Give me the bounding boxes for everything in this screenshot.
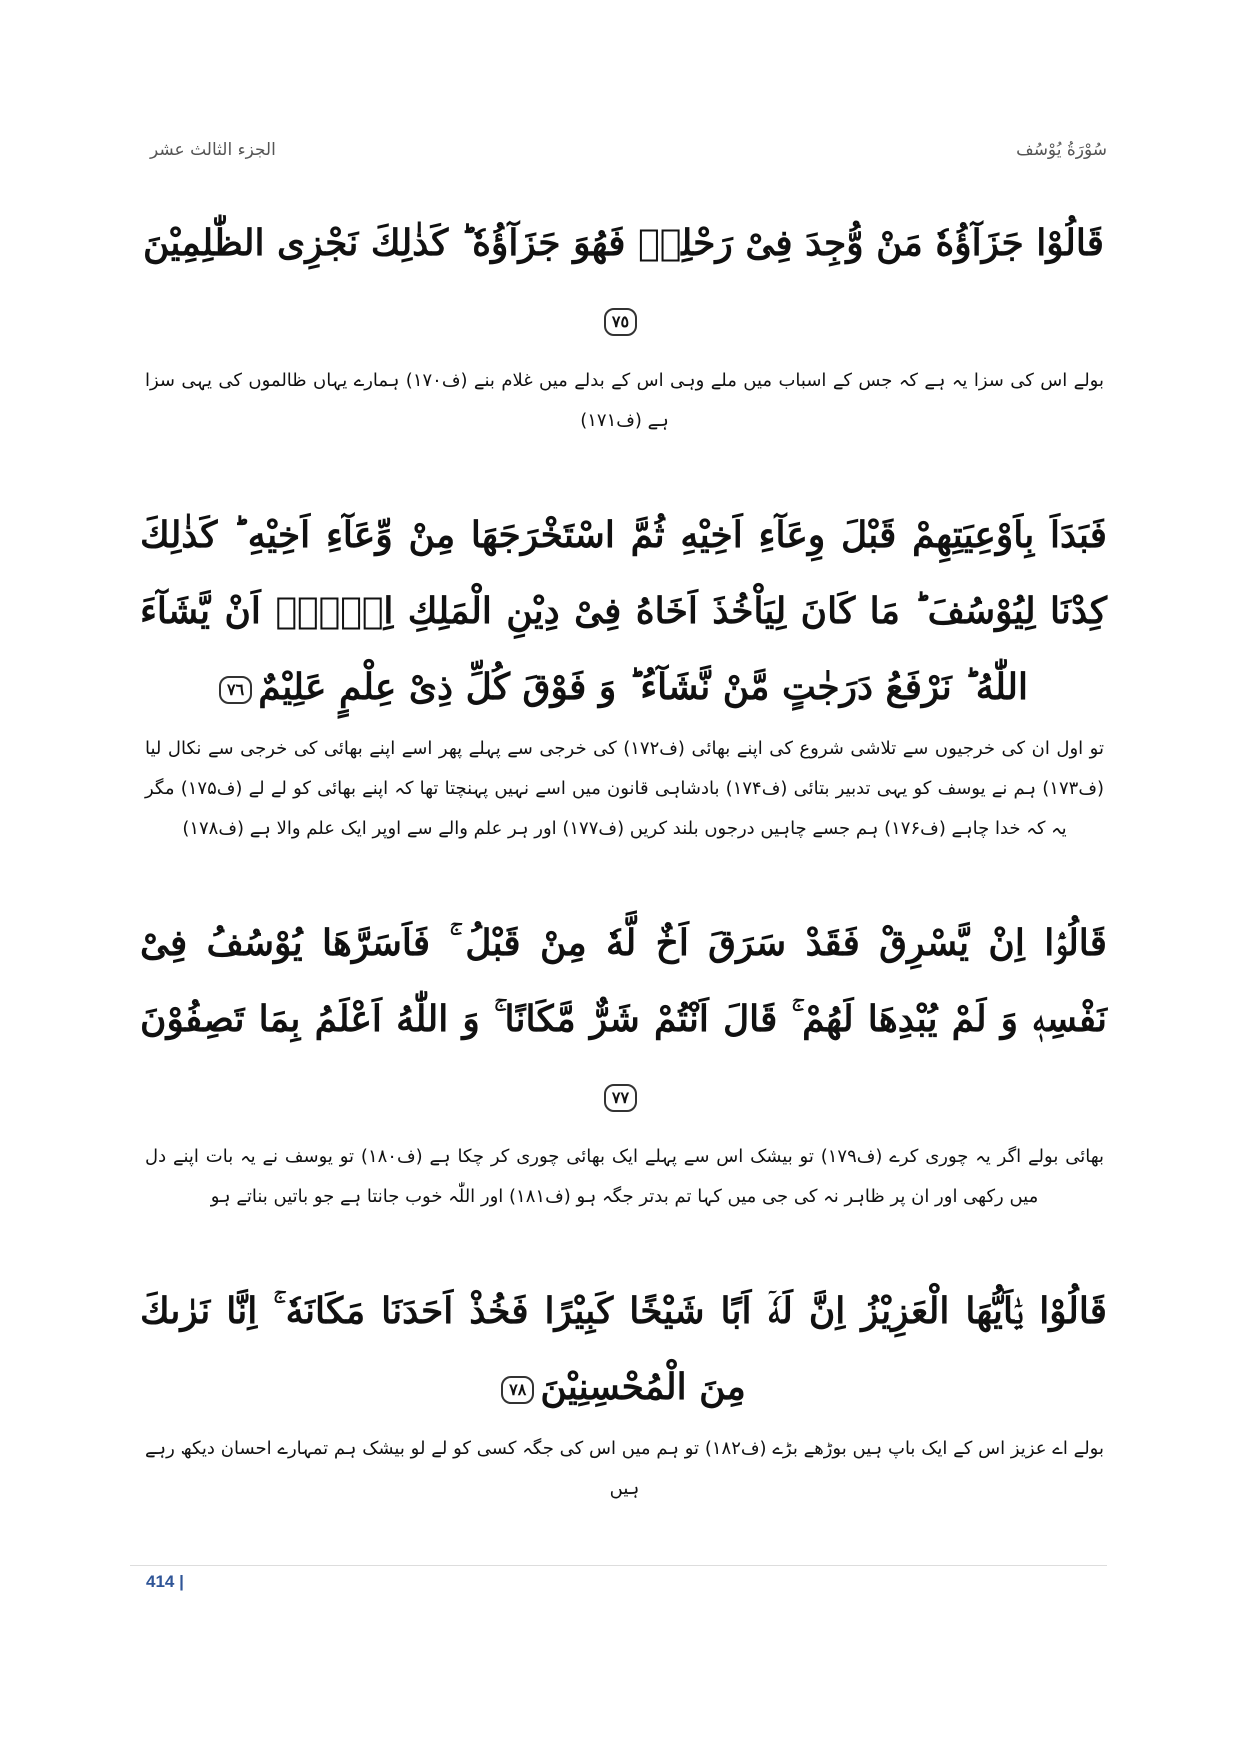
page-number: 414 | <box>146 1572 184 1591</box>
ayah-77 <box>140 905 1107 1133</box>
translation-77: بھائی بولے اگر یہ چوری کرے (ف۱۷۹) تو بیشک اس سے پہلے ایک بھائی چوری کر چکا ہے (ف۱۸۰) تو یوسف نے یہ بات اپنے دل میں رکھی اور ان پر ظاہر نہ کی جی میں کہا تم بدتر جگہ ہو (ف۱۸۱) اور اللّٰہ خوب جانتا ہے جو باتیں بناتے ہو <box>145 1146 1105 1207</box>
surah-name-header: سُوْرَةُ يُوْسُف <box>1016 140 1107 160</box>
juz-name-header: الجزء الثالث عشر <box>150 140 276 160</box>
ayah-78 <box>140 1273 1107 1425</box>
ayah-text: قَالُوْا یٰۤاَیُّهَا الْعَزِیْزُ اِنَّ لَهٗۤ اَبًا شَیْخًا كَبِیْرًا فَخُذْ اَحَدَنَا مَكَانَهٗ ۚ اِنَّا نَرٰىكَ مِنَ الْمُحْسِنِیْنَ <box>140 1290 1107 1408</box>
ayah-text: قَالُوْۤا اِنْ یَّسْرِقْ فَقَدْ سَرَقَ اَخٌ لَّهٗ مِنْ قَبْلُ ۚ فَاَسَرَّهَا یُوْسُفُ فِیْ نَفْسِهٖ وَ لَمْ یُبْدِهَا لَهُمْ ۚ قَالَ اَنْتُمْ شَرٌّ مَّكَانًا ۚ وَ اللّٰهُ اَعْلَمُ بِمَا تَصِفُوْنَ <box>140 922 1107 1040</box>
ayah-text: قَالُوْا جَزَآؤُهٗ مَنْ وُّجِدَ فِیْ رَحْلِهٖ فَهُوَ جَزَآؤُهٗ ؕ كَذٰلِكَ نَجْزِی الظّٰلِمِیْنَ <box>143 222 1104 264</box>
footer-divider <box>130 1565 1107 1592</box>
ayah-number-marker: ٧٥ <box>604 308 637 336</box>
translation-78: بولے اے عزیز اس کے ایک باپ ہیں بوڑھے بڑے (ف۱۸۲) تو ہم میں اس کی جگہ کسی کو لے لو بیشک ہم تمہارے احسان دیکھ رہے ہیں <box>145 1438 1104 1499</box>
ayah-75 <box>140 205 1107 357</box>
translation-75: بولے اس کی سزا یہ ہے کہ جس کے اسباب میں ملے وہی اس کے بدلے میں غلام بنے (ف۱۷۰) ہمارے یہاں ظالموں کی یہی سزا ہے (ف۱۷۱) <box>145 370 1104 431</box>
translation-76: تو اول ان کی خرجیوں سے تلاشی شروع کی اپنے بھائی (ف۱۷۲) کی خرجی سے پہلے پھر اسے اپنے بھائی کی خرجی سے نکال لیا (ف۱۷۳) ہم نے یوسف کو یہی تدبیر بتائی (ف۱۷۴) بادشاہی قانون میں اسے نہیں پہنچتا تھا کہ اپنے بھائی کو لے لے (ف۱۷۵) مگر یہ کہ خدا چاہے (ف۱۷۶) ہم جسے چاہیں درجوں بلند کریں (ف۱۷۷) اور ہر علم والے سے اوپر ایک علم والا ہے (ف۱۷۸) <box>145 738 1104 839</box>
ayah-76 <box>140 497 1107 725</box>
ayah-number-marker: ٧٦ <box>219 676 252 704</box>
ayah-number-marker: ٧٨ <box>501 1376 534 1404</box>
ayah-number-marker: ٧٧ <box>604 1084 637 1112</box>
ayah-text: فَبَدَاَ بِاَوْعِیَتِهِمْ قَبْلَ وِعَآءِ اَخِیْهِ ثُمَّ اسْتَخْرَجَهَا مِنْ وِّعَآءِ اَخِیْهِ ؕ كَذٰلِكَ كِدْنَا لِیُوْسُفَ ؕ مَا كَانَ لِیَاْخُذَ اَخَاهُ فِیْ دِیْنِ الْمَلِكِ اِلَّاۤ اَنْ یَّشَآءَ اللّٰهُ ؕ نَرْفَعُ دَرَجٰتٍ مَّنْ نَّشَآءُ ؕ وَ فَوْقَ كُلِّ ذِیْ عِلْمٍ عَلِیْمٌ <box>140 514 1107 708</box>
